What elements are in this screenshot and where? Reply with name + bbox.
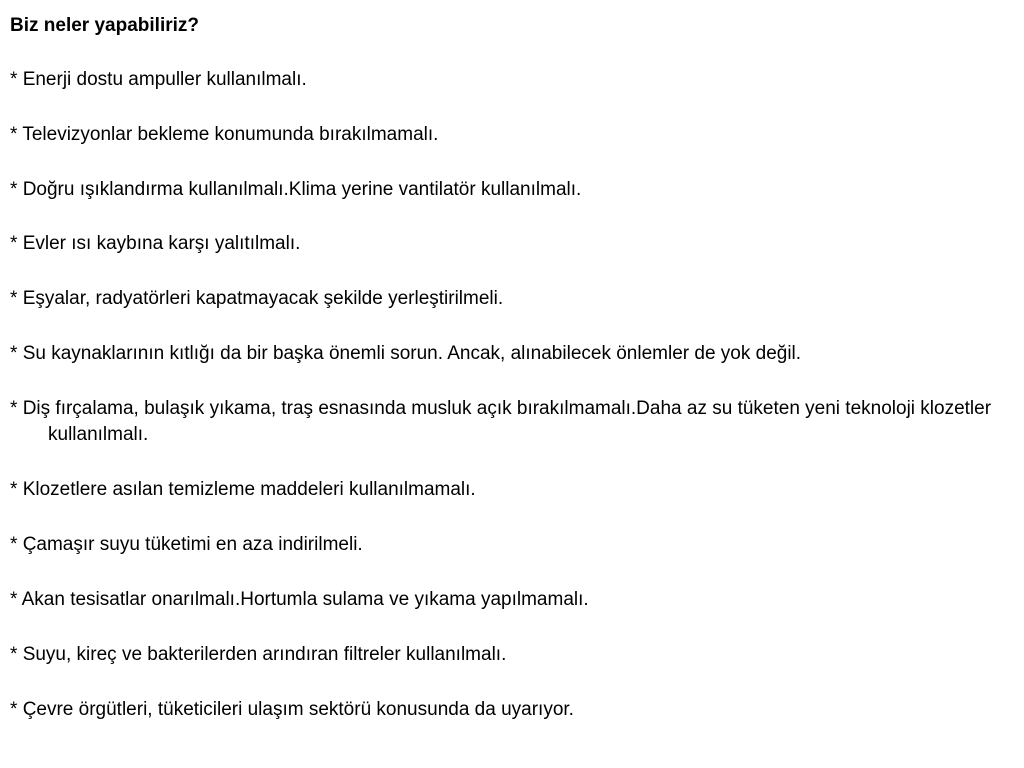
bullet-text: Klozetlere asılan temizleme maddeleri kullanılmamalı. — [22, 479, 476, 500]
bullet-item — [10, 587, 1015, 613]
bullet-text: Çevre örgütleri, tüketicileri ulaşım sektörü konusunda da uyarıyor. — [22, 699, 574, 720]
slide-title: Biz neler yapabiliriz? — [10, 15, 199, 36]
bullet-marker: * — [10, 589, 22, 610]
bullet-item — [10, 532, 1015, 558]
bullet-text: Diş fırçalama, bulaşık yıkama, traş esnasında musluk açık bırakılmamalı.Daha az su tüketen yeni teknoloji klozetler kullanılmalı. — [22, 398, 992, 445]
bullet-text: Enerji dostu ampuller kullanılmalı. — [22, 69, 307, 90]
bullet-item — [10, 177, 1015, 203]
bullet-marker: * — [10, 233, 23, 254]
bullet-item — [10, 642, 1015, 668]
bullet-item — [10, 697, 1015, 723]
bullet-marker: * — [10, 288, 23, 309]
bullet-marker: * — [10, 699, 23, 720]
bullet-item — [10, 341, 1015, 367]
bullet-item — [10, 122, 1015, 148]
bullet-marker: * — [10, 69, 23, 90]
bullet-text: Doğru ışıklandırma kullanılmalı.Klima yerine vantilatör kullanılmalı. — [22, 179, 582, 200]
bullet-text: Eşyalar, radyatörleri kapatmayacak şekilde yerleştirilmeli. — [22, 288, 504, 309]
bullet-marker: * — [10, 179, 23, 200]
bullet-text: Suyu, kireç ve bakterilerden arındıran filtreler kullanılmalı. — [22, 644, 507, 665]
bullet-marker: * — [10, 124, 23, 145]
bullet-text: Çamaşır suyu tüketimi en aza indirilmeli. — [22, 534, 363, 555]
bullet-text: Televizyonlar bekleme konumunda bırakılmamalı. — [22, 124, 439, 145]
bullet-item — [10, 396, 1015, 448]
bullet-marker: * — [10, 534, 23, 555]
bullet-text: Su kaynaklarının kıtlığı da bir başka önemli sorun. Ancak, alınabilecek önlemler de yok değil. — [22, 343, 802, 364]
bullet-marker: * — [10, 644, 23, 665]
bullet-text: Akan tesisatlar onarılmalı.Hortumla sulama ve yıkama yapılmamalı. — [21, 589, 589, 610]
bullet-text: Evler ısı kaybına karşı yalıtılmalı. — [22, 233, 301, 254]
bullet-item — [10, 231, 1015, 257]
bullet-item — [10, 67, 1015, 93]
bullet-marker: * — [10, 343, 23, 364]
bullet-item — [10, 286, 1015, 312]
bullet-marker: * — [10, 398, 23, 419]
bullet-marker: * — [10, 479, 23, 500]
bullet-item — [10, 477, 1015, 503]
